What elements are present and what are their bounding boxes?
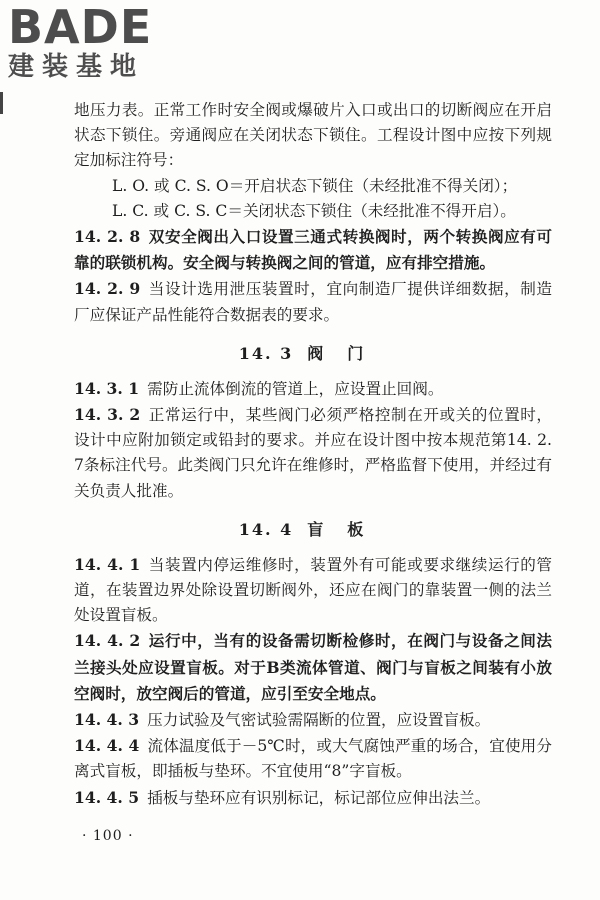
clause-number: 14. 2. 8	[74, 227, 141, 247]
logo-wordmark: BADE	[8, 0, 153, 54]
clause-text: 需防止流体倒流的管道上，应设置止回阀。	[147, 379, 444, 398]
page-number: · 100 ·	[82, 828, 134, 844]
clause-text: 当设计选用泄压装置时，宜向制造厂提供详细数据，制造厂应保证产品性能符合数据表的要求。	[74, 280, 552, 324]
clause-text: 当装置内停运维修时，装置外有可能或要求继续运行的管道，在装置边界处除设置切断阀外，还应在阀门的靠装置一侧的法兰处设置盲板。	[74, 555, 552, 625]
logo-subtitle: 建装基地	[8, 52, 145, 82]
clause-number: 14. 3. 1	[74, 378, 140, 398]
clause-text: 流体温度低于－5℃时，或大气腐蚀严重的场合，宜使用分离式盲板，即插板与垫环。不宜使用“8”字盲板。	[74, 737, 552, 781]
section-number: 14. 3	[238, 343, 294, 363]
clause-14-2-9	[74, 276, 552, 327]
clause-number: 14. 4. 2	[74, 631, 141, 651]
clause-number: 14. 2. 9	[74, 279, 141, 299]
section-heading-14-4	[74, 518, 552, 542]
clause-text: 正常运行中，某些阀门必须严格控制在开或关的位置时，设计中应附加锁定或铅封的要求。并应在设计图中按本规范第14. 2. 7条标注代号。此类阀门只允许在维修时，严格监督下使用，并经过有关负责人批准。	[74, 406, 552, 500]
section-heading-14-3	[74, 342, 552, 366]
clause-14-4-5	[74, 785, 552, 811]
clause-text: 运行中，当有的设备需切断检修时，在阀门与设备之间法兰接头处应设置盲板。对于B类流体管道、阀门与盲板之间装有小放空阀时，放空阀后的管道，应引至安全地点。	[74, 631, 552, 703]
clause-14-4-1	[74, 552, 552, 629]
section-title: 阀门	[307, 343, 388, 363]
clause-number: 14. 3. 2	[74, 405, 141, 425]
section-number: 14. 4	[238, 519, 294, 539]
clause-14-3-1	[74, 376, 552, 402]
clause-14-4-3	[74, 707, 552, 733]
clause-number: 14. 4. 1	[74, 554, 141, 574]
clause-14-3-2	[74, 402, 552, 504]
notation-line-closed: L. C. 或 C. S. C＝关闭状态下锁住（未经批准不得开启）。	[112, 201, 516, 220]
margin-mark	[0, 92, 3, 114]
clause-14-2-8	[74, 224, 552, 276]
clause-text: 压力试验及气密试验需隔断的位置，应设置盲板。	[147, 711, 491, 730]
page-body	[74, 98, 552, 811]
publisher-logo	[8, 0, 178, 82]
clause-number: 14. 4. 3	[74, 710, 140, 730]
clause-text: 双安全阀出入口设置三通式转换阀时，两个转换阀应有可靠的联锁机构。安全阀与转换阀之间的管道，应有排空措施。	[74, 227, 552, 273]
clause-number: 14. 4. 5	[74, 787, 140, 807]
clause-14-4-4	[74, 733, 552, 784]
section-title: 盲板	[307, 519, 388, 539]
paragraph-continued: 地压力表。正常工作时安全阀或爆破片入口或出口的切断阀应在开启状态下锁住。旁通阀应在关闭状态下锁住。工程设计图中应按下列规定加标注符号：	[74, 101, 552, 170]
clause-text: 插板与垫环应有识别标记，标记部位应伸出法兰。	[147, 788, 491, 807]
clause-14-4-2	[74, 628, 552, 707]
clause-number: 14. 4. 4	[74, 736, 140, 756]
notation-line-open: L. O. 或 C. S. O＝开启状态下锁住（未经批准不得关闭）；	[112, 176, 518, 195]
